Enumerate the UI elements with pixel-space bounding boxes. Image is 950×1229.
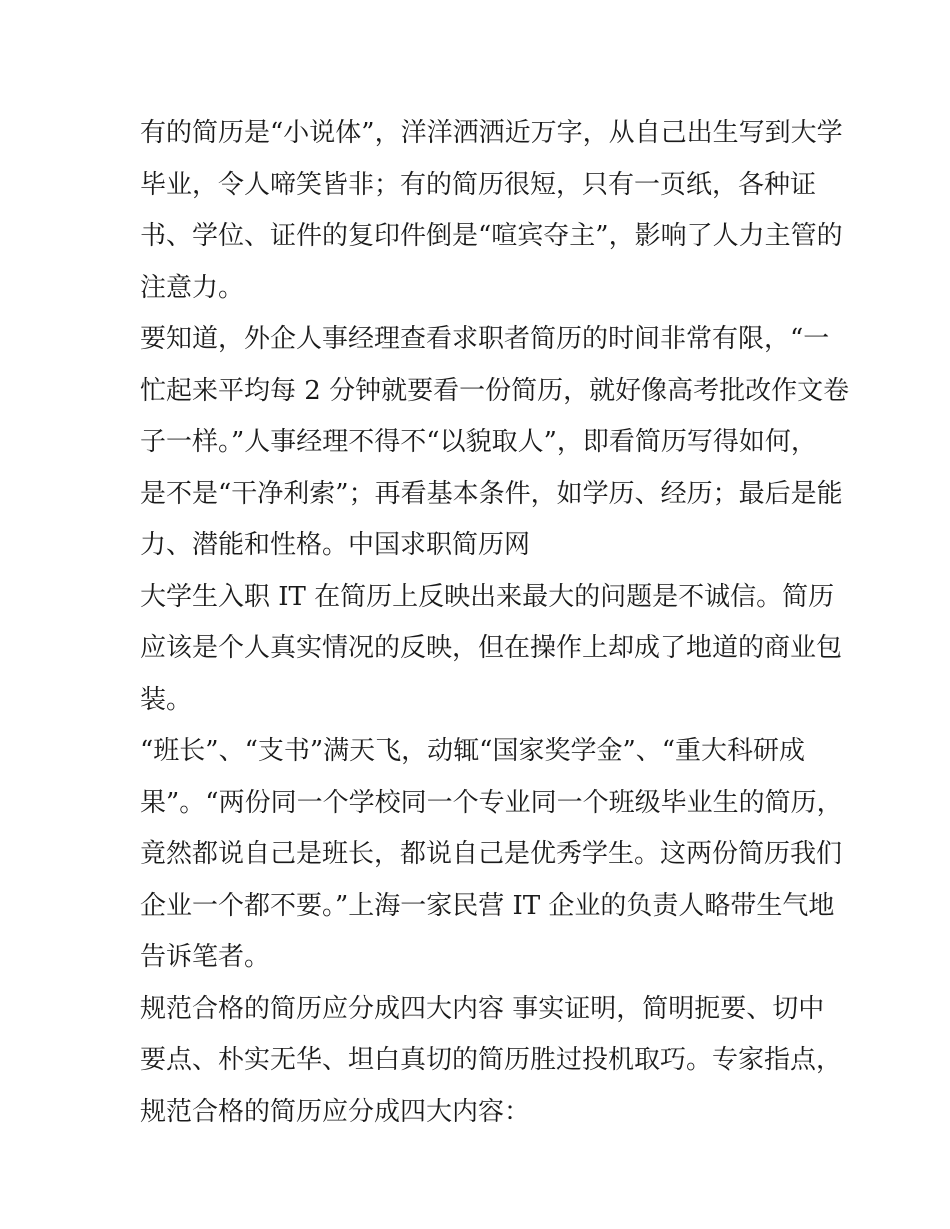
text-line: 有的简历是“小说体”，洋洋洒洒近万字，从自己出生写到大学 <box>140 118 843 148</box>
text-line: 竟然都说自己是班长，都说自己是优秀学生。这两份简历我们 <box>140 839 843 869</box>
text-line: 注意力。 <box>140 272 245 303</box>
paragraph-5 <box>140 984 843 1139</box>
text-line: 企业一个都不要。”上海一家民营 IT 企业的负责人略带生气地 <box>140 890 835 921</box>
text-line: 忙起来平均每 2 分钟就要看一份简历，就好像高考批改作文卷 <box>140 375 850 406</box>
text-line: 书、学位、证件的复印件倒是“喧宾夺主”，影响了人力主管的 <box>140 221 843 251</box>
text-line: 装。 <box>140 684 193 715</box>
text-line: 子一样。”人事经理不得不“以貌取人”，即看简历写得如何， <box>140 427 817 457</box>
text-line: 力、潜能和性格。中国求职简历网 <box>140 530 531 560</box>
text-line: 毕业，令人啼笑皆非；有的简历很短，只有一页纸，各种证 <box>140 169 817 200</box>
text-line: 规范合格的简历应分成四大内容 事实证明，简明扼要、切中 <box>140 993 825 1024</box>
paragraph-4 <box>140 726 843 984</box>
text-line: 是不是“干净利索”；再看基本条件，如学历、经历；最后是能 <box>140 478 843 509</box>
text-line: 果”。“两份同一个学校同一个专业同一个班级毕业生的简历， <box>140 787 843 818</box>
text-line: 告诉笔者。 <box>140 942 271 972</box>
text-line: “班长”、“支书”满天飞，动辄“国家奖学金”、“重大科研成 <box>140 736 806 766</box>
text-line: 要点、朴实无华、坦白真切的简历胜过投机取巧。专家指点， <box>140 1045 843 1075</box>
paragraph-2 <box>140 314 850 572</box>
text-line: 要知道，外企人事经理查看求职者简历的时间非常有限，“一 <box>140 324 830 354</box>
paragraph-1 <box>140 108 843 314</box>
text-line: 应该是个人真实情况的反映，但在操作上却成了地道的商业包 <box>140 633 843 663</box>
text-line: 大学生入职 IT 在简历上反映出来最大的问题是不诚信。简历 <box>140 581 835 612</box>
paragraph-3 <box>140 572 843 727</box>
text-line: 规范合格的简历应分成四大内容： <box>140 1096 531 1127</box>
document-body <box>140 108 850 1138</box>
